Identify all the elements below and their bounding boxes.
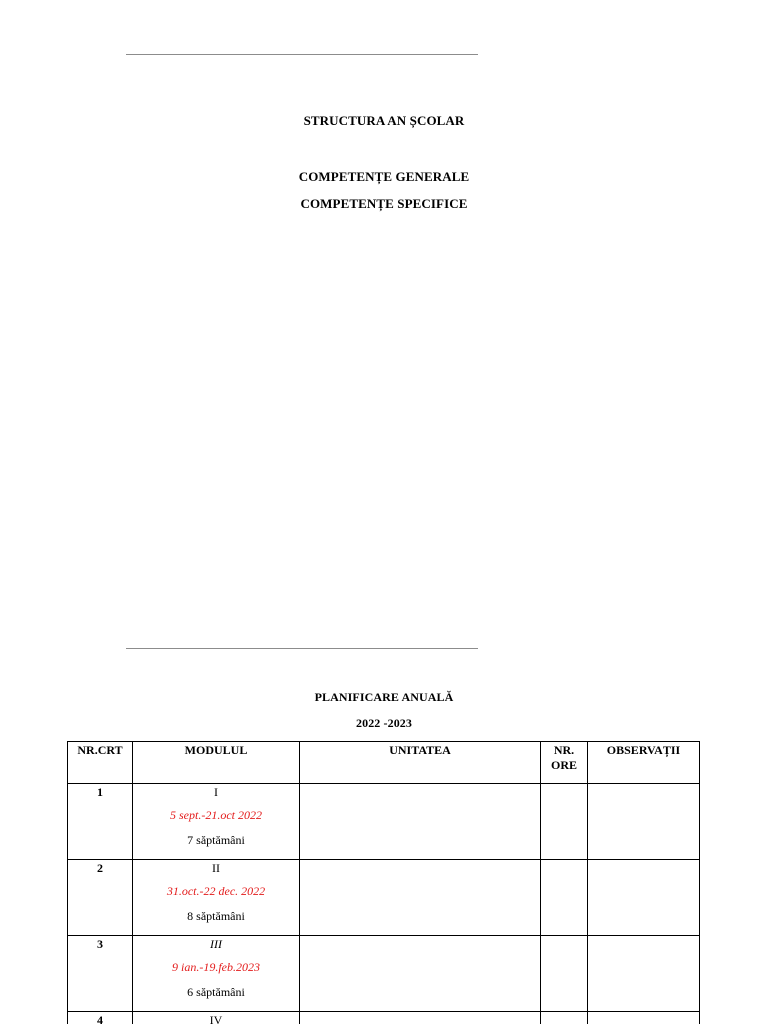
cell-module [133, 860, 300, 936]
cell-module [133, 936, 300, 1012]
header-unitatea: UNITATEA [300, 742, 541, 784]
module-dates: 31.oct.-22 dec. 2022 [166, 884, 266, 898]
header-nr-ore [541, 742, 588, 784]
title-competente-generale: COMPETENȚE GENERALE [298, 169, 470, 184]
cell-nr: 3 [68, 936, 133, 1012]
module-number: IV [209, 1013, 223, 1024]
cell-nr: 4 [68, 1012, 133, 1024]
header-observatii: OBSERVAȚII [588, 742, 700, 784]
module-weeks: 7 săptămâni [187, 833, 245, 847]
cell-unit [300, 784, 541, 860]
cell-notes [588, 784, 700, 860]
table-row [68, 860, 700, 936]
title-structura-an-scolar: STRUCTURA AN ȘCOLAR [303, 113, 465, 128]
cell-module [133, 1012, 300, 1024]
cell-unit [300, 1012, 541, 1024]
cell-module [133, 784, 300, 860]
cell-unit [300, 936, 541, 1012]
annual-plan-table [67, 741, 700, 1024]
cell-unit [300, 860, 541, 936]
header-nr-crt: NR.CRT [68, 742, 133, 784]
header-nr-ore-label: NR. ORE [550, 743, 577, 772]
cell-hours [541, 1012, 588, 1024]
table-header-row [68, 742, 700, 784]
module-dates: 9 ian.-19.feb.2023 [172, 960, 260, 974]
cell-notes [588, 1012, 700, 1024]
table-row [68, 936, 700, 1012]
cell-notes [588, 936, 700, 1012]
header-modulul: MODULUL [133, 742, 300, 784]
cell-nr: 2 [68, 860, 133, 936]
cell-nr: 1 [68, 784, 133, 860]
middle-rule [126, 648, 478, 649]
cell-notes [588, 860, 700, 936]
module-weeks: 8 săptămâni [187, 909, 245, 923]
module-number: III [210, 937, 222, 951]
plan-year: 2022 -2023 [356, 716, 412, 730]
cell-hours [541, 784, 588, 860]
top-rule [126, 54, 478, 55]
plan-title: PLANIFICARE ANUALĂ [314, 690, 454, 704]
cell-hours [541, 860, 588, 936]
module-number: II [212, 861, 220, 875]
title-competente-specifice: COMPETENȚE SPECIFICE [300, 196, 468, 211]
cell-hours [541, 936, 588, 1012]
table-row [68, 1012, 700, 1024]
module-dates: 5 sept.-21.oct 2022 [170, 808, 262, 822]
module-number: I [214, 785, 218, 799]
table-row [68, 784, 700, 860]
module-weeks: 6 săptămâni [187, 985, 245, 999]
